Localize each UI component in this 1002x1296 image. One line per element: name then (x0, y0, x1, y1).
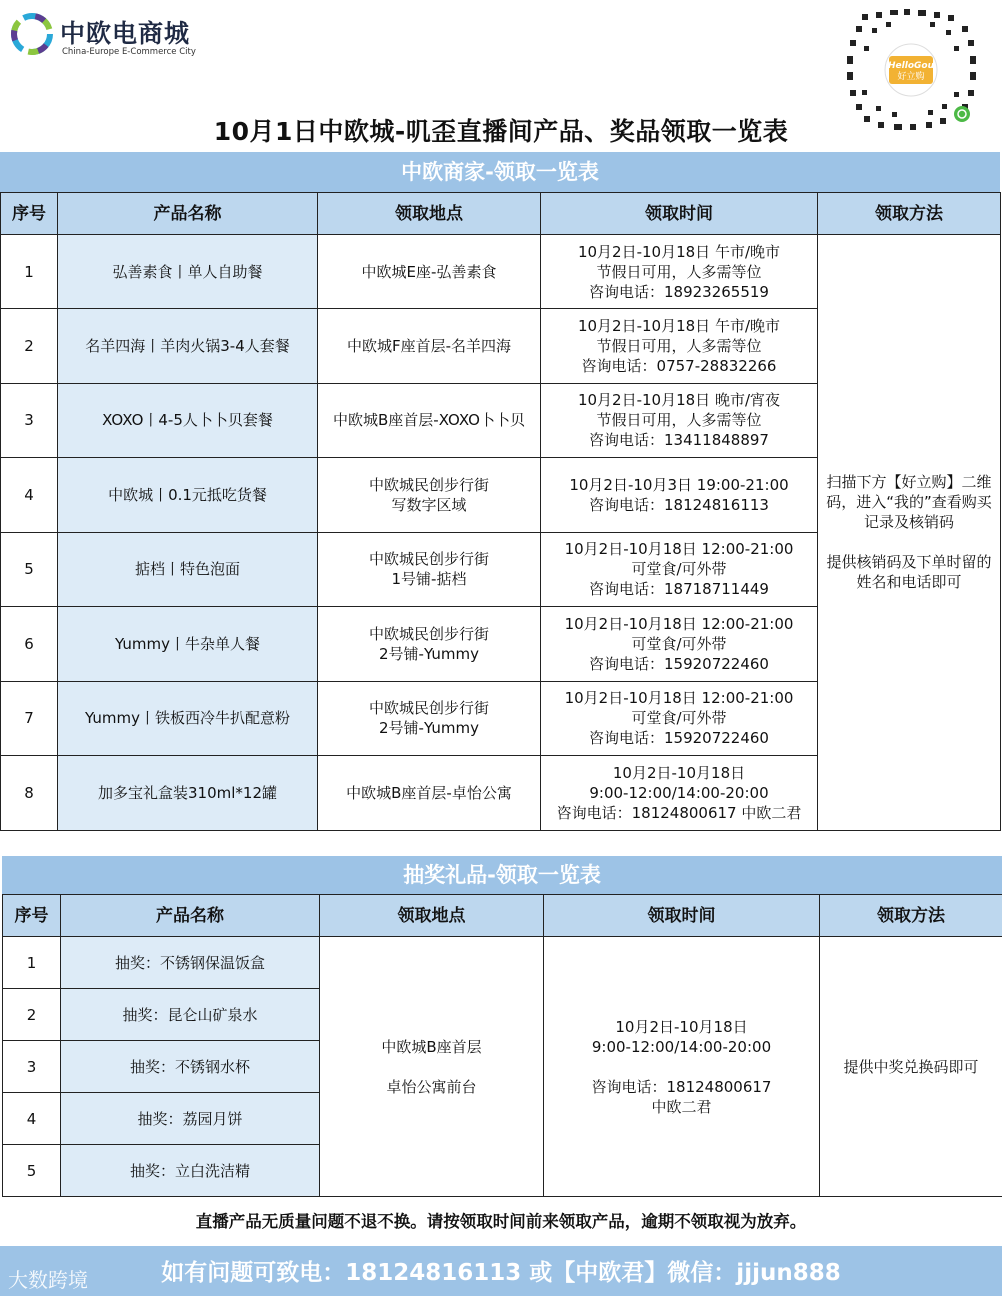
row-number: 7 (1, 681, 58, 756)
row-number: 3 (1, 383, 58, 458)
pickup-place: 中欧城B座首层-XOXO卜卜贝 (318, 383, 541, 458)
pickup-method: 扫描下方【好立购】二维码，进入“我的”查看购买记录及核销码 提供核销码及下单时留的姓名和电话即可 (818, 235, 1001, 831)
product-name: 弘善素食丨单人自助餐 (58, 235, 318, 309)
header-place: 领取地点 (318, 193, 541, 235)
lottery-section-title: 抽奖礼品-领取一览表 (2, 856, 1002, 894)
table-row (1, 235, 1001, 309)
pickup-place: 中欧城民创步行街 写数字区域 (318, 458, 541, 533)
pickup-place: 中欧城F座首层-名羊四海 (318, 309, 541, 384)
header-place: 领取地点 (320, 895, 544, 937)
pickup-time: 10月2日-10月18日 晚市/宵夜 节假日可用，人多需等位 咨询电话：13411848897 (541, 383, 818, 458)
row-number: 4 (3, 1093, 61, 1145)
row-number: 1 (1, 235, 58, 309)
lottery-table-body (3, 895, 1002, 1197)
header-product: 产品名称 (58, 193, 318, 235)
pickup-place: 中欧城B座首层 卓怡公寓前台 (320, 937, 544, 1197)
logo-english-text: China-Europe E-Commerce City (62, 47, 196, 57)
product-name: Yummy丨牛杂单人餐 (58, 607, 318, 682)
product-name: 加多宝礼盒装310ml*12罐 (58, 756, 318, 831)
china-europe-logo-icon (8, 10, 56, 58)
pickup-time: 10月2日-10月18日 12:00-21:00 可堂食/可外带 咨询电话：15920722460 (541, 681, 818, 756)
row-number: 2 (3, 989, 61, 1041)
footer-contact: 如有问题可致电：18124816113 或【中欧君】微信：jjjun888 (161, 1260, 841, 1286)
row-number: 4 (1, 458, 58, 533)
pickup-place: 中欧城民创步行街 1号铺-掂档 (318, 532, 541, 607)
pickup-time: 10月2日-10月18日 12:00-21:00 可堂食/可外带 咨询电话：15920722460 (541, 607, 818, 682)
merchant-table-body (1, 193, 1001, 831)
prize-name: 抽奖：立白洗洁精 (61, 1145, 320, 1197)
pickup-time: 10月2日-10月18日 9:00-12:00/14:00-20:00 咨询电话：18124800617 中欧二君 (544, 937, 820, 1197)
header-product: 产品名称 (61, 895, 320, 937)
qr-brand-en: HelloGou (888, 61, 934, 71)
lottery-table (2, 894, 1002, 1197)
row-number: 2 (1, 309, 58, 384)
table-row (3, 937, 1002, 989)
row-number: 1 (3, 937, 61, 989)
pickup-time: 10月2日-10月18日 午市/晚市 节假日可用，人多需等位 咨询电话：18923265519 (541, 235, 818, 309)
merchant-table (0, 192, 1001, 831)
qr-brand-cn: 好立购 (897, 72, 925, 82)
prize-name: 抽奖：不锈钢保温饭盒 (61, 937, 320, 989)
pickup-place: 中欧城民创步行街 2号铺-Yummy (318, 607, 541, 682)
product-name: 掂档丨特色泡面 (58, 532, 318, 607)
product-name: 名羊四海丨羊肉火锅3-4人套餐 (58, 309, 318, 384)
pickup-place: 中欧城E座-弘善素食 (318, 235, 541, 309)
header-time: 领取时间 (544, 895, 820, 937)
product-name: Yummy丨铁板西冷牛扒配意粉 (58, 681, 318, 756)
header-seq: 序号 (3, 895, 61, 937)
header-method: 领取方法 (820, 895, 1002, 937)
pickup-time: 10月2日-10月18日 午市/晚市 节假日可用，人多需等位 咨询电话：0757-28832266 (541, 309, 818, 384)
pickup-place: 中欧城民创步行街 2号铺-Yummy (318, 681, 541, 756)
merchant-section-title: 中欧商家-领取一览表 (0, 152, 1000, 192)
header-time: 领取时间 (541, 193, 818, 235)
header-seq: 序号 (1, 193, 58, 235)
watermark-text: 大数跨境 (8, 1268, 88, 1292)
row-number: 3 (3, 1041, 61, 1093)
notice-text: 直播产品无质量问题不退不换。请按领取时间前来领取产品，逾期不领取视为放弃。 (195, 1212, 807, 1231)
row-number: 5 (3, 1145, 61, 1197)
row-number: 6 (1, 607, 58, 682)
page-title: 10月1日中欧城-叽歪直播间产品、奖品领取一览表 (213, 117, 789, 146)
row-number: 8 (1, 756, 58, 831)
pickup-place: 中欧城B座首层-卓怡公寓 (318, 756, 541, 831)
prize-name: 抽奖：不锈钢水杯 (61, 1041, 320, 1093)
product-name: 中欧城丨0.1元抵吃货餐 (58, 458, 318, 533)
pickup-time: 10月2日-10月18日 9:00-12:00/14:00-20:00 咨询电话：18124800617 中欧二君 (541, 756, 818, 831)
prize-name: 抽奖：荔园月饼 (61, 1093, 320, 1145)
pickup-time: 10月2日-10月3日 19:00-21:00 咨询电话：18124816113 (541, 458, 818, 533)
logo-chinese-text: 中欧电商城 (60, 19, 191, 48)
row-number: 5 (1, 532, 58, 607)
prize-name: 抽奖：昆仑山矿泉水 (61, 989, 320, 1041)
header-method: 领取方法 (818, 193, 1001, 235)
pickup-method: 提供中奖兑换码即可 (820, 937, 1002, 1197)
pickup-time: 10月2日-10月18日 12:00-21:00 可堂食/可外带 咨询电话：18718711449 (541, 532, 818, 607)
product-name: XOXO丨4-5人卜卜贝套餐 (58, 383, 318, 458)
